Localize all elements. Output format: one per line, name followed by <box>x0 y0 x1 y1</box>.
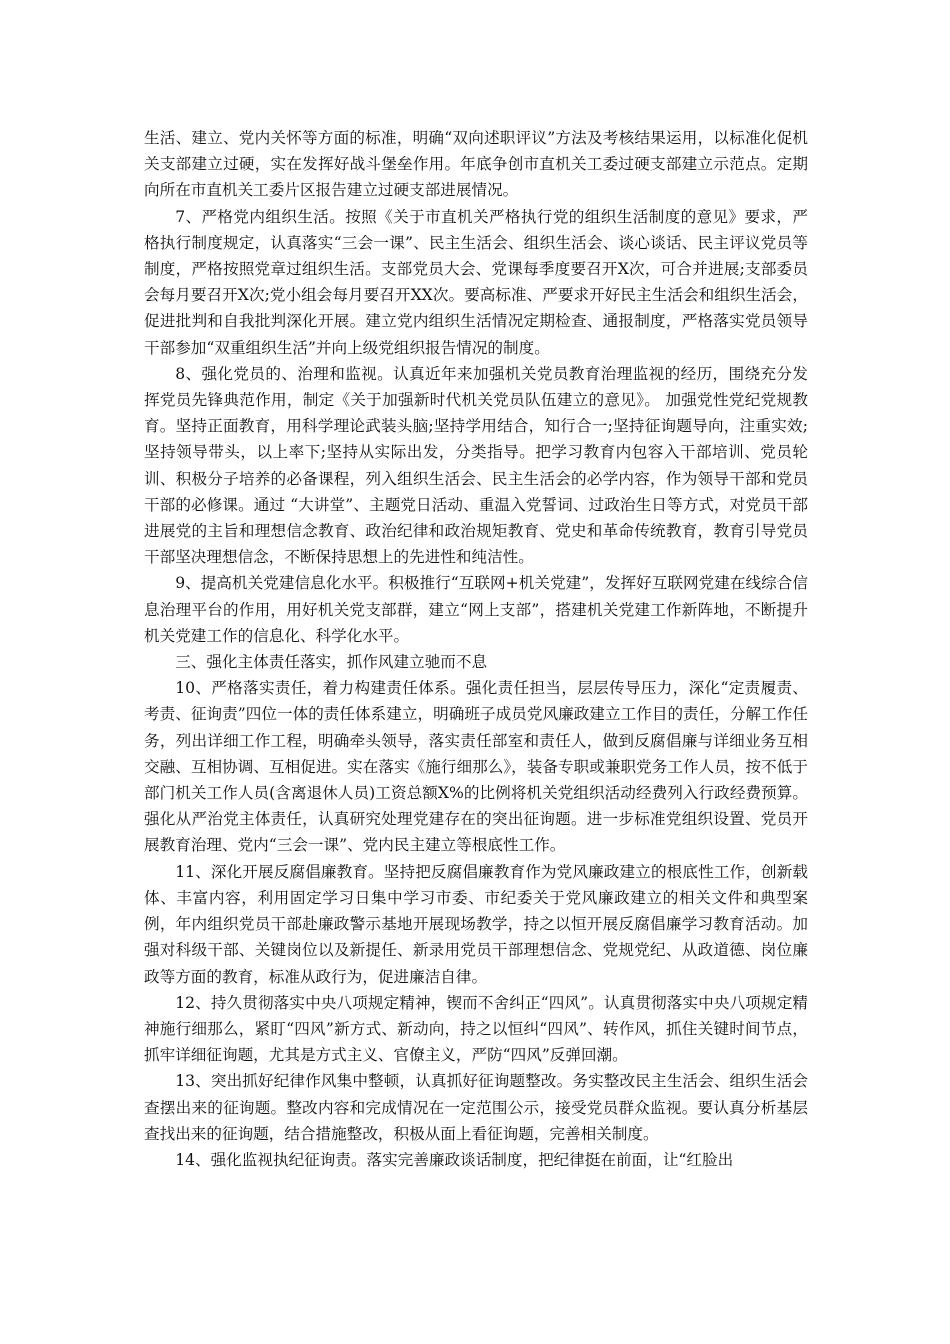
paragraph-8: 8、强化党员的、治理和监视。认真近年来加强机关党员教育治理监视的经历，围绕充分发挥党员先锋典范作用，制定《关于加强新时代机关党员队伍建立的意见》。 加强党性党纪党规教育。坚持正面教育，用科学理论武装头脑;坚持学用结合，知行合一;坚持征询题导向，注重实效;坚持领导带头，以上率下;坚持从实际出发，分类指导。把学习教育内包容入干部培训、党员轮训、积极分子培养的必备课程，列入组织生活会、民主生活会的必学内容，作为领导干部和党员干部的必修课。通过 “大讲堂”、主题党日活动、重温入党誓词、过政治生日等方式，对党员干部进展党的主旨和理想信念教育、政治纪律和政治规矩教育、党史和革命传统教育，教育引导党员干部坚决理想信念，不断保持思想上的先进性和纯洁性。 <box>144 364 808 567</box>
paragraph-11: 11、深化开展反腐倡廉教育。坚持把反腐倡廉教育作为党风廉政建立的根底性工作，创新载体、丰富内容，利用固定学习日集中学习市委、市纪委关于党风廉政建立的相关文件和典型案例，年内组织党员干部赴廉政警示基地开展现场教学，持之以恒开展反腐倡廉学习教育活动。加强对科级干部、关键岗位以及新提任、新录用党员干部理想信念、党规党纪、从政道德、岗位廉政等方面的教育，标准从政行为，促进廉洁自律。 <box>144 862 808 986</box>
paragraph-continued: 生活、建立、党内关怀等方面的标准，明确“双向述职评议”方法及考核结果运用，以标准化促机关支部建立过硬，实在发挥好战斗堡垒作用。年底争创市直机关工委过硬支部建立示范点。定期向所在市直机关工委片区报告建立过硬支部进展情况。 <box>144 129 808 200</box>
section-heading-3: 三、强化主体责任落实，抓作风建立驰而不息 <box>175 653 488 672</box>
paragraph-9: 9、提高机关党建信息化水平。积极推行“互联网+机关党建”，发挥好互联网党建在线综合信息治理平台的作用，用好机关党支部群，建立“网上支部”，搭建机关党建工作新阵地，不断提升机关党建工作的信息化、科学化水平。 <box>144 574 808 645</box>
document-body <box>144 125 808 1173</box>
paragraph-7: 7、严格党内组织生活。按照《关于市直机关严格执行党的组织生活制度的意见》要求，严格执行制度规定，认真落实“三会一课”、民主生活会、组织生活会、谈心谈话、民主评议党员等制度，严格按照党章过组织生活。支部党员大会、党课每季度要召开X次，可合并进展;支部委员会每月要召开X次;党小组会每月要召开XX次。要高标准、严要求开好民主生活会和组织生活会，促进批判和自我批判深化开展。建立党内组织生活情况定期检查、通报制度，严格落实党员领导干部参加“双重组织生活”并向上级党组织报告情况的制度。 <box>144 207 808 357</box>
paragraph-10: 10、严格落实责任，着力构建责任体系。强化责任担当，层层传导压力，深化“定责履责、考责、征询责”四位一体的责任体系建立，明确班子成员党风廉政建立工作目的责任，分解工作任务，列出详细工作工程，明确牵头领导，落实责任部室和责任人，做到反腐倡廉与详细业务互相交融、互相协调、互相促进。实在落实《施行细那么》，装备专职或兼职党务工作人员，按不低于部门机关工作人员(含离退休人员)工资总额X%的比例将机关党组织活动经费列入行政经费预算。强化从严治党主体责任，认真研究处理党建存在的突出征询题。进一步标准党组织设置、党员开展教育治理、党内“三会一课”、党内民主建立等根底性工作。 <box>144 679 808 855</box>
paragraph-13: 13、突出抓好纪律作风集中整顿，认真抓好征询题整改。务实整改民主生活会、组织生活会查摆出来的征询题。整改内容和完成情况在一定范围公示，接受党员群众监视。要认真分析基层查找出来的征询题，结合措施整改，积极从面上看征询题，完善相关制度。 <box>144 1072 808 1143</box>
paragraph-12: 12、持久贯彻落实中央八项规定精神，锲而不舍纠正“四风”。认真贯彻落实中央八项规定精神施行细那么，紧盯“四风”新方式、新动向，持之以恒纠“四风”、转作风，抓住关键时间节点，抓牢详细征询题，尤其是方式主义、官僚主义，严防“四风”反弹回潮。 <box>144 993 808 1065</box>
paragraph-14: 14、强化监视执纪征询责。落实完善廉政谈话制度，把纪律挺在前面，让“红脸出 <box>175 1150 734 1169</box>
